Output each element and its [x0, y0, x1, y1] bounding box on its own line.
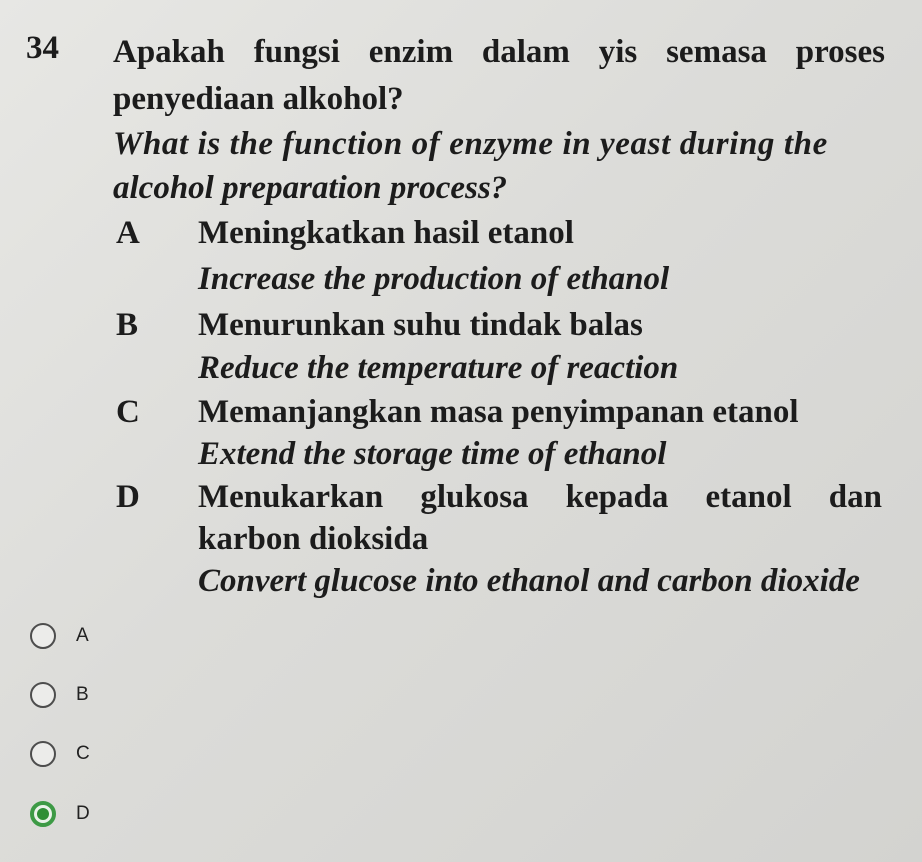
answer-choice-label: D	[76, 803, 90, 824]
option-b-text-english: Reduce the temperature of reaction	[198, 350, 679, 386]
option-d-text-malay-line1: Menukarkan glukosa kepada etanol dan	[198, 479, 882, 515]
radio-button[interactable]	[30, 741, 56, 767]
option-d-text-english: Convert glucose into ethanol and carbon dioxide	[198, 563, 860, 599]
radio-button[interactable]	[30, 623, 56, 649]
answer-choice-label: C	[76, 743, 90, 764]
answer-choice-b[interactable]	[30, 677, 89, 713]
answer-choice-label: A	[76, 625, 89, 646]
answer-choice-a[interactable]	[30, 618, 89, 654]
option-c-letter: C	[116, 394, 140, 430]
option-c-text-malay: Memanjangkan masa penyimpanan etanol	[198, 394, 799, 430]
question-number: 34	[26, 30, 59, 66]
question-text-english-line2: alcohol preparation process?	[113, 170, 508, 206]
option-c-text-english: Extend the storage time of ethanol	[198, 436, 667, 472]
option-a-letter: A	[116, 215, 140, 251]
question-text-malay-line1: Apakah fungsi enzim dalam yis semasa proses	[113, 34, 885, 70]
answer-choice-d[interactable]	[30, 796, 90, 832]
question-text-malay-line2: penyediaan alkohol?	[113, 81, 404, 117]
option-a-text-malay: Meningkatkan hasil etanol	[198, 215, 574, 251]
radio-button[interactable]	[30, 682, 56, 708]
answer-choice-c[interactable]	[30, 736, 90, 772]
option-b-text-malay: Menurunkan suhu tindak balas	[198, 307, 643, 343]
option-d-letter: D	[116, 479, 140, 515]
radio-selected-dot-icon	[37, 808, 49, 820]
option-a-text-english: Increase the production of ethanol	[198, 261, 670, 297]
answer-choice-label: B	[76, 684, 89, 705]
option-b-letter: B	[116, 307, 139, 343]
question-text-english-line1: What is the function of enzyme in yeast during the	[113, 126, 828, 162]
radio-button-selected[interactable]	[30, 801, 56, 827]
option-d-text-malay-line2: karbon dioksida	[198, 521, 429, 557]
